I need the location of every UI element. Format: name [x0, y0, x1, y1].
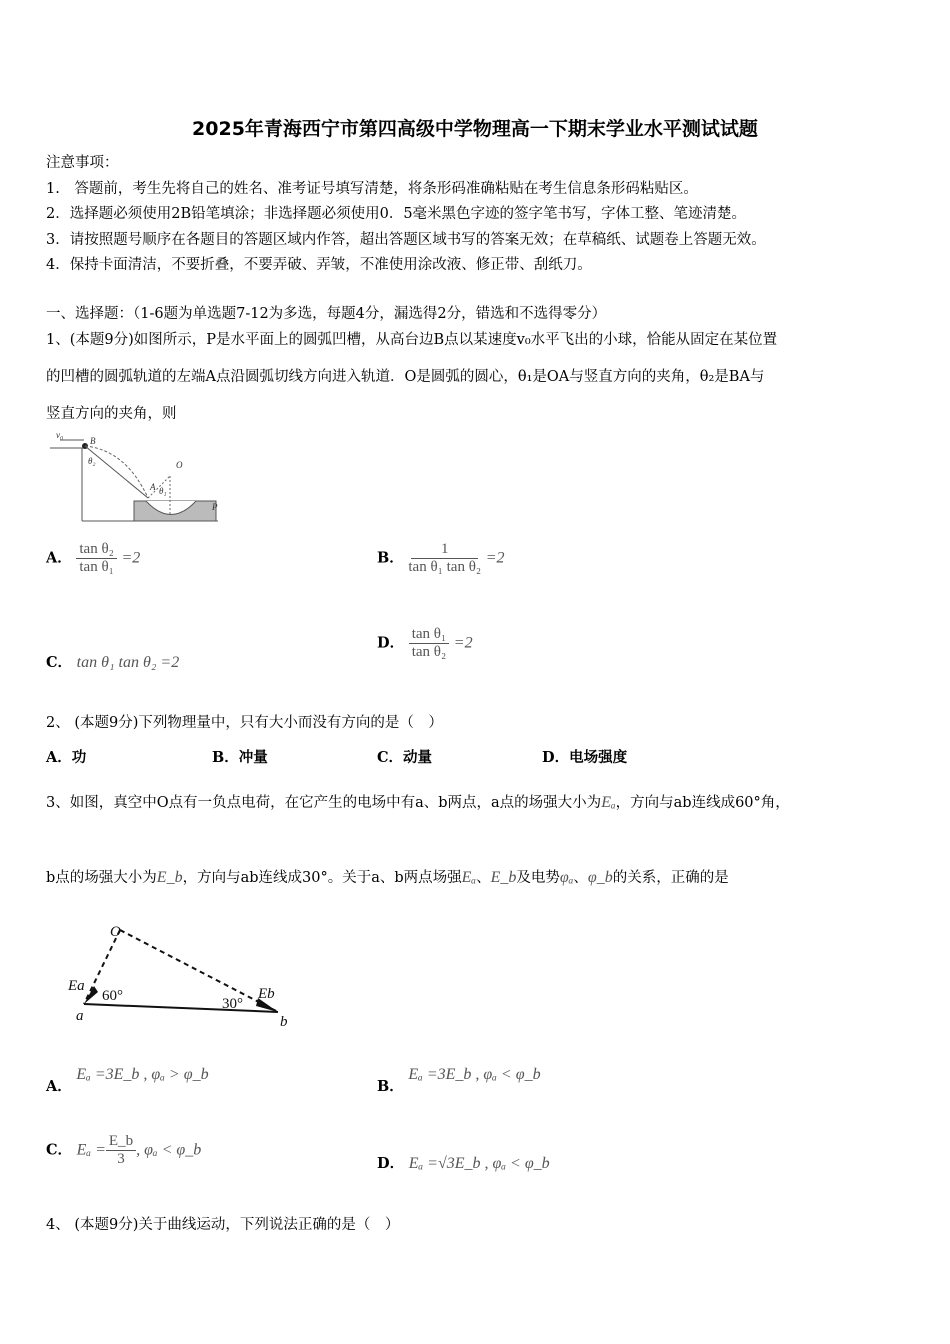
q3-option-a[interactable]: A． Eₐ =3E_b , φₐ > φ_b: [46, 1066, 209, 1095]
notice-item: 1. 答题前，考生先将自己的姓名、准考证号填写清楚，将条形码准确粘贴在考生信息条形码粘贴区。: [46, 181, 698, 197]
q1-option-b[interactable]: [377, 541, 505, 576]
q3-option-d[interactable]: D． Eₐ =√3E_b , φₐ < φ_b: [377, 1155, 550, 1172]
expression: tan θ₁ tan θ₂ =2: [76, 654, 180, 671]
label-60: 60°: [102, 988, 123, 1004]
label-Eb: Eb: [258, 986, 275, 1002]
notice-item: 2．选择题必须使用2B铅笔填涂；非选择题必须使用0．5毫米黑色字迹的签字笔书写，字体工整、笔迹清楚。: [46, 206, 747, 222]
label-b: b: [280, 1014, 288, 1030]
numerator: tan θ₁: [409, 626, 450, 644]
q1-option-a[interactable]: [46, 541, 140, 576]
q3-option-c[interactable]: C． Eₐ = $\frac{E\_b}{3}$ , φₐ < φ_b: [46, 1133, 202, 1167]
label-O: O: [176, 460, 183, 470]
label-P: P: [212, 502, 218, 512]
label-theta1: θ₁: [159, 486, 167, 496]
q3-figure: [46, 908, 306, 1033]
q3-option-b[interactable]: B． Eₐ =3E_b , φₐ < φ_b: [377, 1066, 541, 1095]
notice-item: 4．保持卡面清洁，不要折叠，不要弄破、弄皱，不准使用涂改液、修正带、刮纸刀。: [46, 257, 592, 273]
q3-stem-line2: b点的场强大小为E_b，方向与ab连线成30°。关于a、b两点场强Eₐ、E_b及电势φₐ、φ_b的关系，正确的是: [46, 869, 729, 886]
option-label: A．: [46, 549, 72, 567]
notice-item: 3．请按照题号顺序在各题目的答题区域内作答，超出答题区域书写的答案无效；在草稿纸、试题卷上答题无效。: [46, 232, 766, 248]
rhs: =2: [121, 549, 141, 567]
q2-option-d[interactable]: D．电场强度: [542, 749, 628, 766]
q1-stem: 竖直方向的夹角，则: [46, 406, 177, 422]
q2-option-b[interactable]: B．冲量: [212, 749, 268, 766]
option-label: C．: [46, 654, 73, 671]
q1-option-c[interactable]: [46, 651, 179, 672]
label-O: O: [110, 924, 121, 940]
q1-stem: 1、(本题9分)如图所示，P是水平面上的圆弧凹槽，从高台边B点以某速度v₀水平飞出的小球，恰能从固定在某位置: [46, 332, 778, 348]
label-A: A: [150, 482, 156, 492]
section-heading: 一、选择题：（1-6题为单选题7-12为多选，每题4分，漏选得2分，错选和不选得零分）: [46, 306, 607, 322]
q4-stem: 4、 (本题9分)关于曲线运动，下列说法正确的是（ ）: [46, 1217, 400, 1233]
q2-option-c[interactable]: C．动量: [377, 749, 433, 766]
notice-heading: 注意事项：: [46, 155, 119, 171]
numerator: 1: [411, 541, 479, 559]
option-label: B．: [377, 549, 404, 567]
q1-figure: [46, 428, 226, 528]
denominator: tan θ₂: [411, 644, 447, 660]
numerator: tan θ₂: [76, 541, 117, 559]
denominator: tan θ₁ tan θ₂: [408, 559, 482, 575]
label-B: B: [90, 436, 96, 446]
option-label: D．: [377, 634, 405, 652]
label-Ea: Ea: [68, 978, 85, 994]
page-title: 2025年青海西宁市第四高级中学物理高一下期末学业水平测试试题: [192, 118, 758, 140]
q3-stem-line1: 3、如图，真空中O点有一负点电荷，在它产生的电场中有a、b两点，a点的场强大小为Eₐ，方向与ab连线成60°角，: [46, 794, 790, 811]
denominator: tan θ₁: [79, 559, 114, 575]
rhs: =2: [453, 634, 473, 652]
q1-stem: 的凹槽的圆弧轨道的左端A点沿圆弧切线方向进入轨道．O是圆弧的圆心，θ₁是OA与竖直方向的夹角，θ₂是BA与: [46, 369, 765, 385]
label-a: a: [76, 1008, 84, 1024]
q1-option-d[interactable]: [377, 626, 473, 661]
q2-stem: 2、 (本题9分)下列物理量中，只有大小而没有方向的是（ ）: [46, 715, 443, 731]
label-30: 30°: [222, 996, 243, 1012]
q2-option-a[interactable]: A．功: [46, 749, 87, 766]
rhs: =2: [485, 549, 505, 567]
label-theta2: θ₂: [88, 456, 96, 466]
label-v0: v₀: [56, 430, 64, 440]
